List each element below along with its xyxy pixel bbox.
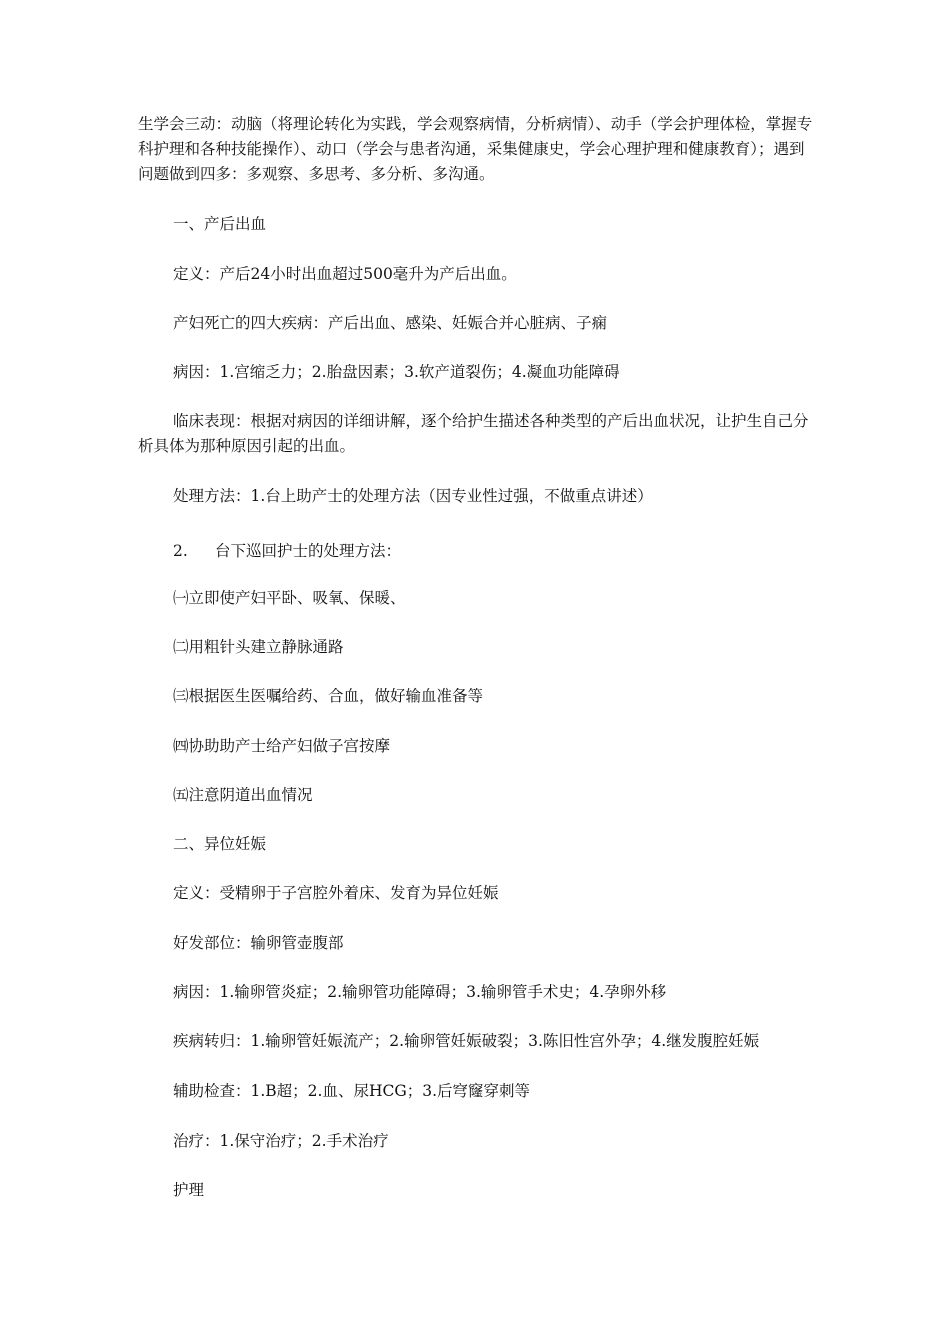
- pph-treatment: 处理方法：1.台上助产士的处理方法（因专业性过强，不做重点讲述）: [173, 487, 653, 505]
- pph-definition: 定义：产后24小时出血超过500毫升为产后出血。: [173, 265, 517, 283]
- item2-number: 2.: [173, 542, 188, 560]
- pph-step-1: ㈠立即使产妇平卧、吸氧、保暖、: [173, 589, 406, 607]
- ectopic-nursing: 护理: [173, 1181, 205, 1199]
- pph-causes: 病因：1.宫缩乏力；2.胎盘因素；3.软产道裂伤；4.凝血功能障碍: [173, 363, 620, 381]
- ectopic-therapy: 治疗：1.保守治疗；2.手术治疗: [173, 1132, 389, 1150]
- ectopic-site: 好发部位：输卵管壶腹部: [173, 934, 344, 952]
- section2-heading: 二、异位妊娠: [173, 835, 267, 853]
- ectopic-outcome: 疾病转归：1.输卵管妊娠流产；2.输卵管妊娠破裂；3.陈旧性宫外孕；4.继发腹腔妊娠: [173, 1032, 760, 1050]
- section1-heading: 一、产后出血: [173, 215, 267, 233]
- pph-step-2: ㈡用粗针头建立静脉通路: [173, 638, 344, 656]
- ectopic-exams: 辅助检查：1.B超；2.血、尿HCG；3.后穹窿穿刺等: [173, 1082, 531, 1100]
- four-diseases: 产妇死亡的四大疾病：产后出血、感染、妊娠合并心脏病、子痫: [173, 314, 608, 332]
- ectopic-causes: 病因：1.输卵管炎症；2.输卵管功能障碍；3.输卵管手术史；4.孕卵外移: [173, 983, 667, 1001]
- pph-clinical: 临床表现：根据对病因的详细讲解，逐个给护生描述各种类型的产后出血状况，让护生自己分析具体为那种原因引起的出血。: [138, 412, 809, 455]
- intro-paragraph: 生学会三动：动脑（将理论转化为实践，学会观察病情，分析病情）、动手（学会护理体检，掌握专科护理和各种技能操作）、动口（学会与患者沟通，采集健康史，学会心理护理和健康教育）；遇到问题做到四多：多观察、多思考、多分析、多沟通。: [138, 115, 813, 183]
- pph-step-4: ㈣协助助产士给产妇做子宫按摩: [173, 737, 391, 755]
- ectopic-definition: 定义：受精卵于子宫腔外着床、发育为异位妊娠: [173, 884, 499, 902]
- pph-step-5: ㈤注意阴道出血情况: [173, 786, 313, 804]
- pph-step-3: ㈢根据医生医嘱给药、合血，做好输血准备等: [173, 687, 484, 705]
- item2-text: 台下巡回护士的处理方法：: [215, 542, 402, 560]
